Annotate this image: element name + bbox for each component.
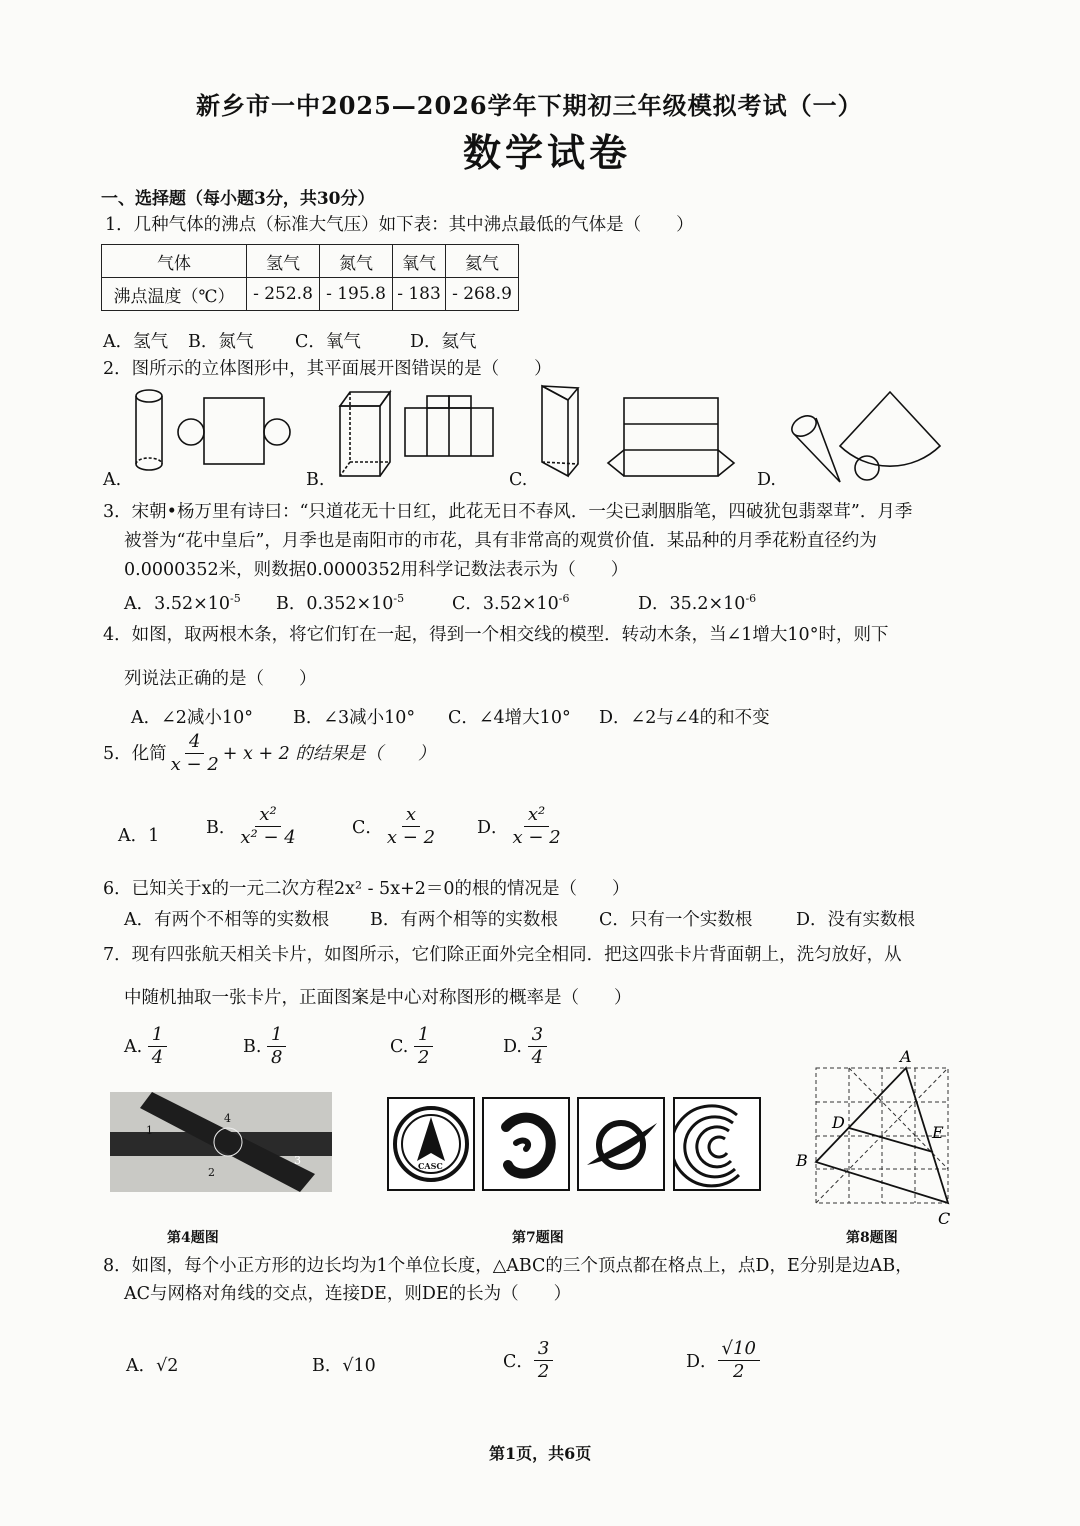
table-cell: 氢气: [247, 245, 320, 278]
cone-figure: [788, 412, 840, 482]
fig7-caption: 第7题图: [512, 1230, 564, 1246]
q4-option-c: C．∠4增大10°: [448, 708, 571, 728]
card-casc: [387, 1097, 475, 1191]
q4-option-a: A．∠2减小10°: [131, 708, 253, 728]
card-swirl: [482, 1097, 570, 1191]
q3-line1: 3．宋朝•杨万里有诗曰：“只道花无十日红，此花无日不春风．一尖已剥胭脂笔，四破犹包翡翠茸”．月季: [103, 502, 913, 522]
point-label: E: [932, 1123, 944, 1142]
svg-text:CASC: CASC: [418, 1161, 443, 1171]
q6-stem: 6．已知关于x的一元二次方程2x² - 5x+2＝0的根的情况是（ ）: [103, 879, 630, 899]
table-cell: - 252.8: [247, 278, 320, 311]
table-cell: 氦气: [446, 245, 519, 278]
angle-label: 1: [146, 1124, 153, 1137]
q2-figures: [100, 384, 960, 494]
angle-label: 2: [208, 1166, 215, 1179]
fig4-wooden-strips: [110, 1092, 332, 1192]
table-cell: - 195.8: [320, 278, 393, 311]
q5-option-b: B． $\frac{\text{x²}}{\text{x² − 4}}$: [206, 804, 296, 848]
q8-option-a: A．√2: [126, 1356, 179, 1376]
q2-label-c: C.: [509, 470, 528, 490]
triangular-prism-figure: [542, 386, 578, 476]
arcs-logo-icon: [675, 1099, 759, 1189]
table-row: [102, 278, 519, 311]
boiling-point-table: [101, 244, 519, 311]
table-cell: 氮气: [320, 245, 393, 278]
q2-label-a: A.: [103, 470, 122, 490]
q6-option-c: C．只有一个实数根: [599, 910, 753, 930]
point-label: D: [832, 1113, 845, 1132]
angle-label: 3: [294, 1154, 301, 1167]
fig4-caption: 第4题图: [167, 1230, 219, 1246]
q8-option-b: B．√10: [312, 1356, 376, 1376]
point-label: C: [938, 1209, 951, 1228]
cuboid-figure: [340, 392, 390, 476]
angle-label: 4: [224, 1112, 231, 1125]
q3-option-a: A．$3.52\times 10^{-5}$: [124, 592, 241, 614]
q1-option-a: A．氢气: [103, 332, 169, 352]
q2-stem: 2．图所示的立体图形中，其平面展开图错误的是（ ）: [103, 359, 552, 379]
orbit-logo-icon: [579, 1099, 663, 1189]
q6-option-a: A．有两个不相等的实数根: [124, 910, 330, 930]
q3-option-c: C．$3.52\times 10^{-6}$: [452, 592, 570, 614]
q5-fraction: $\frac{4}{x - 2}$: [170, 731, 219, 775]
cylinder-net: [178, 398, 290, 464]
q5-option-a: A．1: [118, 826, 160, 846]
q6-option-b: B．有两个相等的实数根: [370, 910, 558, 930]
q7-option-d: D. $\frac{3}{4}$: [503, 1024, 547, 1069]
cone-net: [840, 392, 940, 480]
q7-option-b: B. $\frac{1}{8}$: [243, 1024, 286, 1069]
q4-option-b: B．∠3减小10°: [293, 708, 416, 728]
card-orbit: [577, 1097, 665, 1191]
q8-line1: 8．如图，每个小正方形的边长均为1个单位长度，△ABC的三个顶点都在格点上，点D，E分别是边AB，: [103, 1256, 913, 1276]
point-label: B: [796, 1151, 808, 1170]
q3-line2: 被誉为“花中皇后”，月季也是南阳市的市花，具有非常高的观赏价值．某品种的月季花粉直径约为: [124, 531, 877, 551]
q1-option-c: C．氧气: [295, 332, 361, 352]
q3-line3: 0.0000352米，则数据0.0000352用科学记数法表示为（ ）: [124, 560, 629, 580]
page-number: 第1页，共6页: [489, 1444, 592, 1463]
cuboid-net: [405, 396, 493, 456]
cylinder-figure: [136, 390, 162, 470]
triangular-prism-net: [608, 398, 734, 476]
table-cell: 沸点温度（℃）: [102, 278, 247, 311]
exam-subtitle: 数学试卷: [463, 130, 632, 175]
table-cell: - 183: [393, 278, 446, 311]
q5-option-d: D． $\frac{\text{x²}}{x - 2}$: [477, 804, 561, 848]
swirl-logo-icon: [484, 1099, 568, 1189]
q4-option-d: D．∠2与∠4的和不变: [599, 708, 770, 728]
q3-option-b: B．$0.352\times 10^{-5}$: [276, 592, 405, 614]
q2-label-d: D.: [757, 470, 776, 490]
fig8-grid-triangle: [790, 1044, 960, 1229]
exam-title: 新乡市一中2025—2026学年下期初三年级模拟考试（一）: [196, 91, 863, 120]
q1-option-d: D．氦气: [410, 332, 477, 352]
card-arcs: [673, 1097, 761, 1191]
casc-logo-icon: [389, 1099, 473, 1189]
q4-line1: 4．如图，取两根木条，将它们钉在一起，得到一个相交线的模型．转动木条，当∠1增大10°时，则下: [103, 625, 889, 645]
point-label: A: [900, 1047, 912, 1066]
q8-option-d: D． $\frac{√10}{2}$: [686, 1338, 760, 1383]
table-cell: - 268.9: [446, 278, 519, 311]
table-row: [102, 245, 519, 278]
section-title: 一、选择题（每小题3分，共30分）: [101, 189, 375, 209]
q7-line2: 中随机抽取一张卡片，正面图案是中心对称图形的概率是（ ）: [124, 988, 632, 1008]
table-cell: 气体: [102, 245, 247, 278]
q1-stem: 1．几种气体的沸点（标准大气压）如下表：其中沸点最低的气体是（ ）: [105, 215, 694, 235]
fig8-caption: 第8题图: [846, 1230, 898, 1246]
q6-option-d: D．没有实数根: [796, 910, 916, 930]
q7-option-c: C. $\frac{1}{2}$: [390, 1024, 433, 1069]
table-cell: 氧气: [393, 245, 446, 278]
q8-line2: AC与网格对角线的交点，连接DE，则DE的长为（ ）: [124, 1284, 572, 1304]
q4-line2: 列说法正确的是（ ）: [124, 669, 317, 689]
q1-option-b: B．氮气: [188, 332, 254, 352]
q5-option-c: C． $\frac{x}{x - 2}$: [352, 804, 436, 848]
q8-option-c: C． $\frac{3}{2}$: [503, 1338, 553, 1383]
q2-label-b: B.: [306, 470, 325, 490]
q7-line1: 7．现有四张航天相关卡片，如图所示，它们除正面外完全相同．把这四张卡片背面朝上，洗匀放好，从: [103, 945, 902, 965]
q5-stem: 5．化简 $\frac{4}{x - 2}$ + x + 2 的结果是（ ）: [103, 731, 436, 775]
q3-option-d: D．$35.2\times 10^{-6}$: [638, 592, 757, 614]
q7-option-a: A. $\frac{1}{4}$: [124, 1024, 167, 1069]
